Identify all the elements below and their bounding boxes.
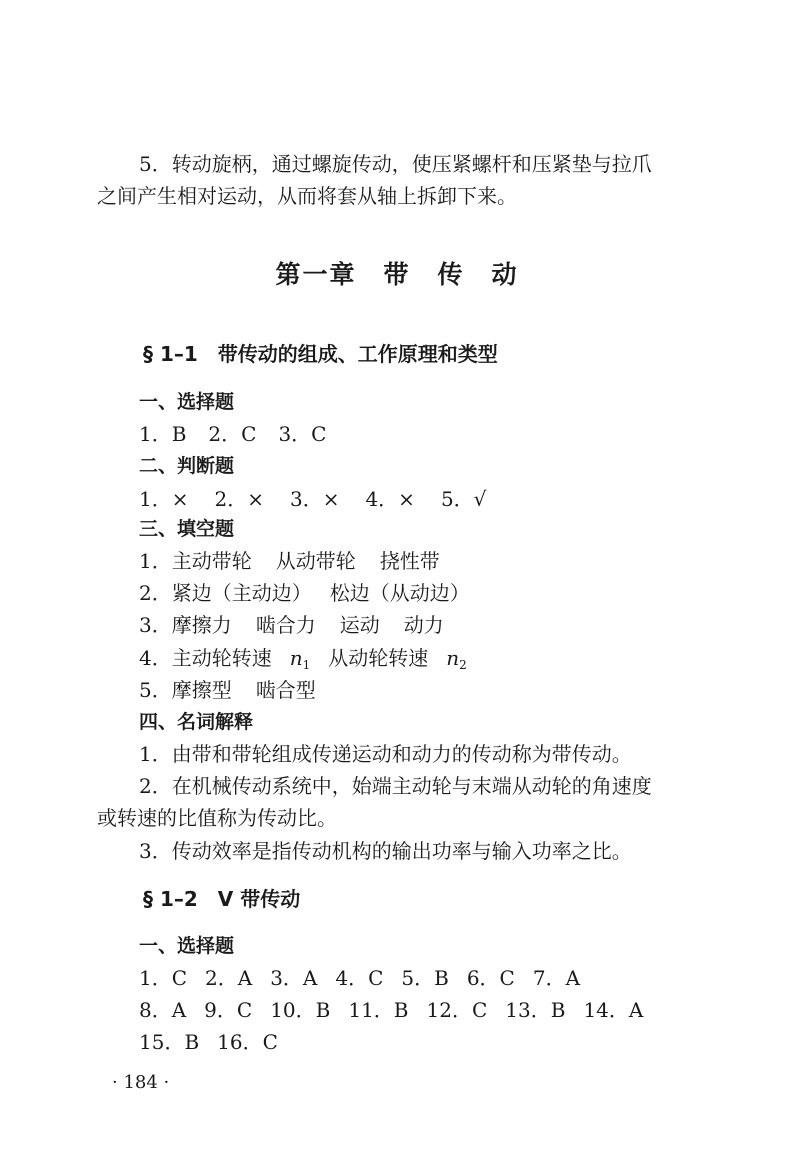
choice-row-1 xyxy=(139,964,598,992)
choice-row-3 xyxy=(139,1028,296,1056)
term-item-1: 1．由带和带轮组成传递运动和动力的传动称为带传动。 xyxy=(139,742,632,766)
fill-item: 2．紧边（主动边） xyxy=(139,581,312,605)
answer-item: 14．A xyxy=(583,998,644,1022)
fill-item: 松边（从动边） xyxy=(329,581,470,605)
judge-answers xyxy=(139,485,512,513)
fill-text: 4．主动轮转速 xyxy=(139,646,272,670)
fill-item: 动力 xyxy=(403,613,444,637)
fill-line-1 xyxy=(139,547,440,575)
chapter-title: 第一章 带 传 动 xyxy=(275,260,519,289)
fill-item: 5．摩擦型 xyxy=(139,678,232,702)
answer-item: 1．B xyxy=(139,422,187,446)
intro-line-2: 之间产生相对运动，从而将套从轴上拆卸下来。 xyxy=(97,184,517,208)
answer-item: 4．C xyxy=(335,966,384,990)
answer-item: 2．C xyxy=(208,422,257,446)
intro-line-1: 5．转动旋柄，通过螺旋传动，使压紧螺杆和压紧垫与拉爪 xyxy=(139,152,652,176)
term-item-2-line-2: 或转速的比值称为传动比。 xyxy=(97,806,337,830)
section-1-2-title: § 1–2 V 带传动 xyxy=(143,887,301,911)
fill-line-3 xyxy=(139,611,444,639)
answer-item: 11．B xyxy=(348,998,409,1022)
speed-variable: n xyxy=(289,646,303,670)
fill-line-5 xyxy=(139,676,316,704)
fill-item: 啮合型 xyxy=(255,678,316,702)
answer-item: 15．B xyxy=(139,1030,200,1054)
answer-item: 3．× xyxy=(289,487,340,511)
choice-heading: 一、选择题 xyxy=(139,391,235,413)
answer-item: 2．× xyxy=(214,487,264,511)
term-item-3: 3．传动效率是指传动机构的输出功率与输入功率之比。 xyxy=(139,839,632,863)
answer-item: 1．× xyxy=(139,487,189,511)
answer-item: 13．B xyxy=(505,998,566,1022)
subscript: 1 xyxy=(302,658,311,672)
answer-item: 1．C xyxy=(139,966,188,990)
answer-item: 9．C xyxy=(204,998,253,1022)
fill-item: 运动 xyxy=(339,613,380,637)
choice-row-2 xyxy=(139,996,661,1024)
answer-item: 5．B xyxy=(401,966,449,990)
fill-item: 3．摩擦力 xyxy=(139,613,232,637)
subscript: 2 xyxy=(459,658,467,672)
page-number: · 184 · xyxy=(112,1072,170,1093)
fill-item: 挠性带 xyxy=(379,549,440,573)
answer-item: 6．C xyxy=(466,966,515,990)
choice-answers xyxy=(139,420,326,448)
fill-line-2 xyxy=(139,579,488,607)
answer-item: 16．C xyxy=(217,1030,278,1054)
fill-text: 从动轮转速 xyxy=(328,646,429,670)
fill-item: 啮合力 xyxy=(255,613,316,637)
answer-item: 4．× xyxy=(365,487,415,511)
answer-item: 5．√ xyxy=(440,487,487,511)
section-1-1-title: § 1–1 带传动的组成、工作原理和类型 xyxy=(143,342,498,366)
answer-item: 2．A xyxy=(205,966,253,990)
answer-item: 3．C xyxy=(278,422,327,446)
answer-item: 10．B xyxy=(270,998,331,1022)
fill-item xyxy=(139,644,310,679)
term-item-2-line-1: 2．在机械传动系统中，始端主动轮与末端从动轮的角速度 xyxy=(139,774,652,798)
fill-line-4 xyxy=(139,644,485,679)
fill-item xyxy=(328,644,467,679)
judge-heading: 二、判断题 xyxy=(139,455,235,477)
fill-item: 1．主动带轮 xyxy=(139,549,252,573)
answer-item: 3．A xyxy=(270,966,318,990)
fill-heading: 三、填空题 xyxy=(139,518,235,540)
speed-variable: n xyxy=(446,646,460,670)
choice-heading-2: 一、选择题 xyxy=(139,935,235,957)
answer-item: 7．A xyxy=(532,966,581,990)
answer-item: 12．C xyxy=(426,998,488,1022)
fill-item: 从动带轮 xyxy=(275,549,356,573)
terms-heading: 四、名词解释 xyxy=(139,711,254,733)
answer-item: 8．A xyxy=(139,998,187,1022)
